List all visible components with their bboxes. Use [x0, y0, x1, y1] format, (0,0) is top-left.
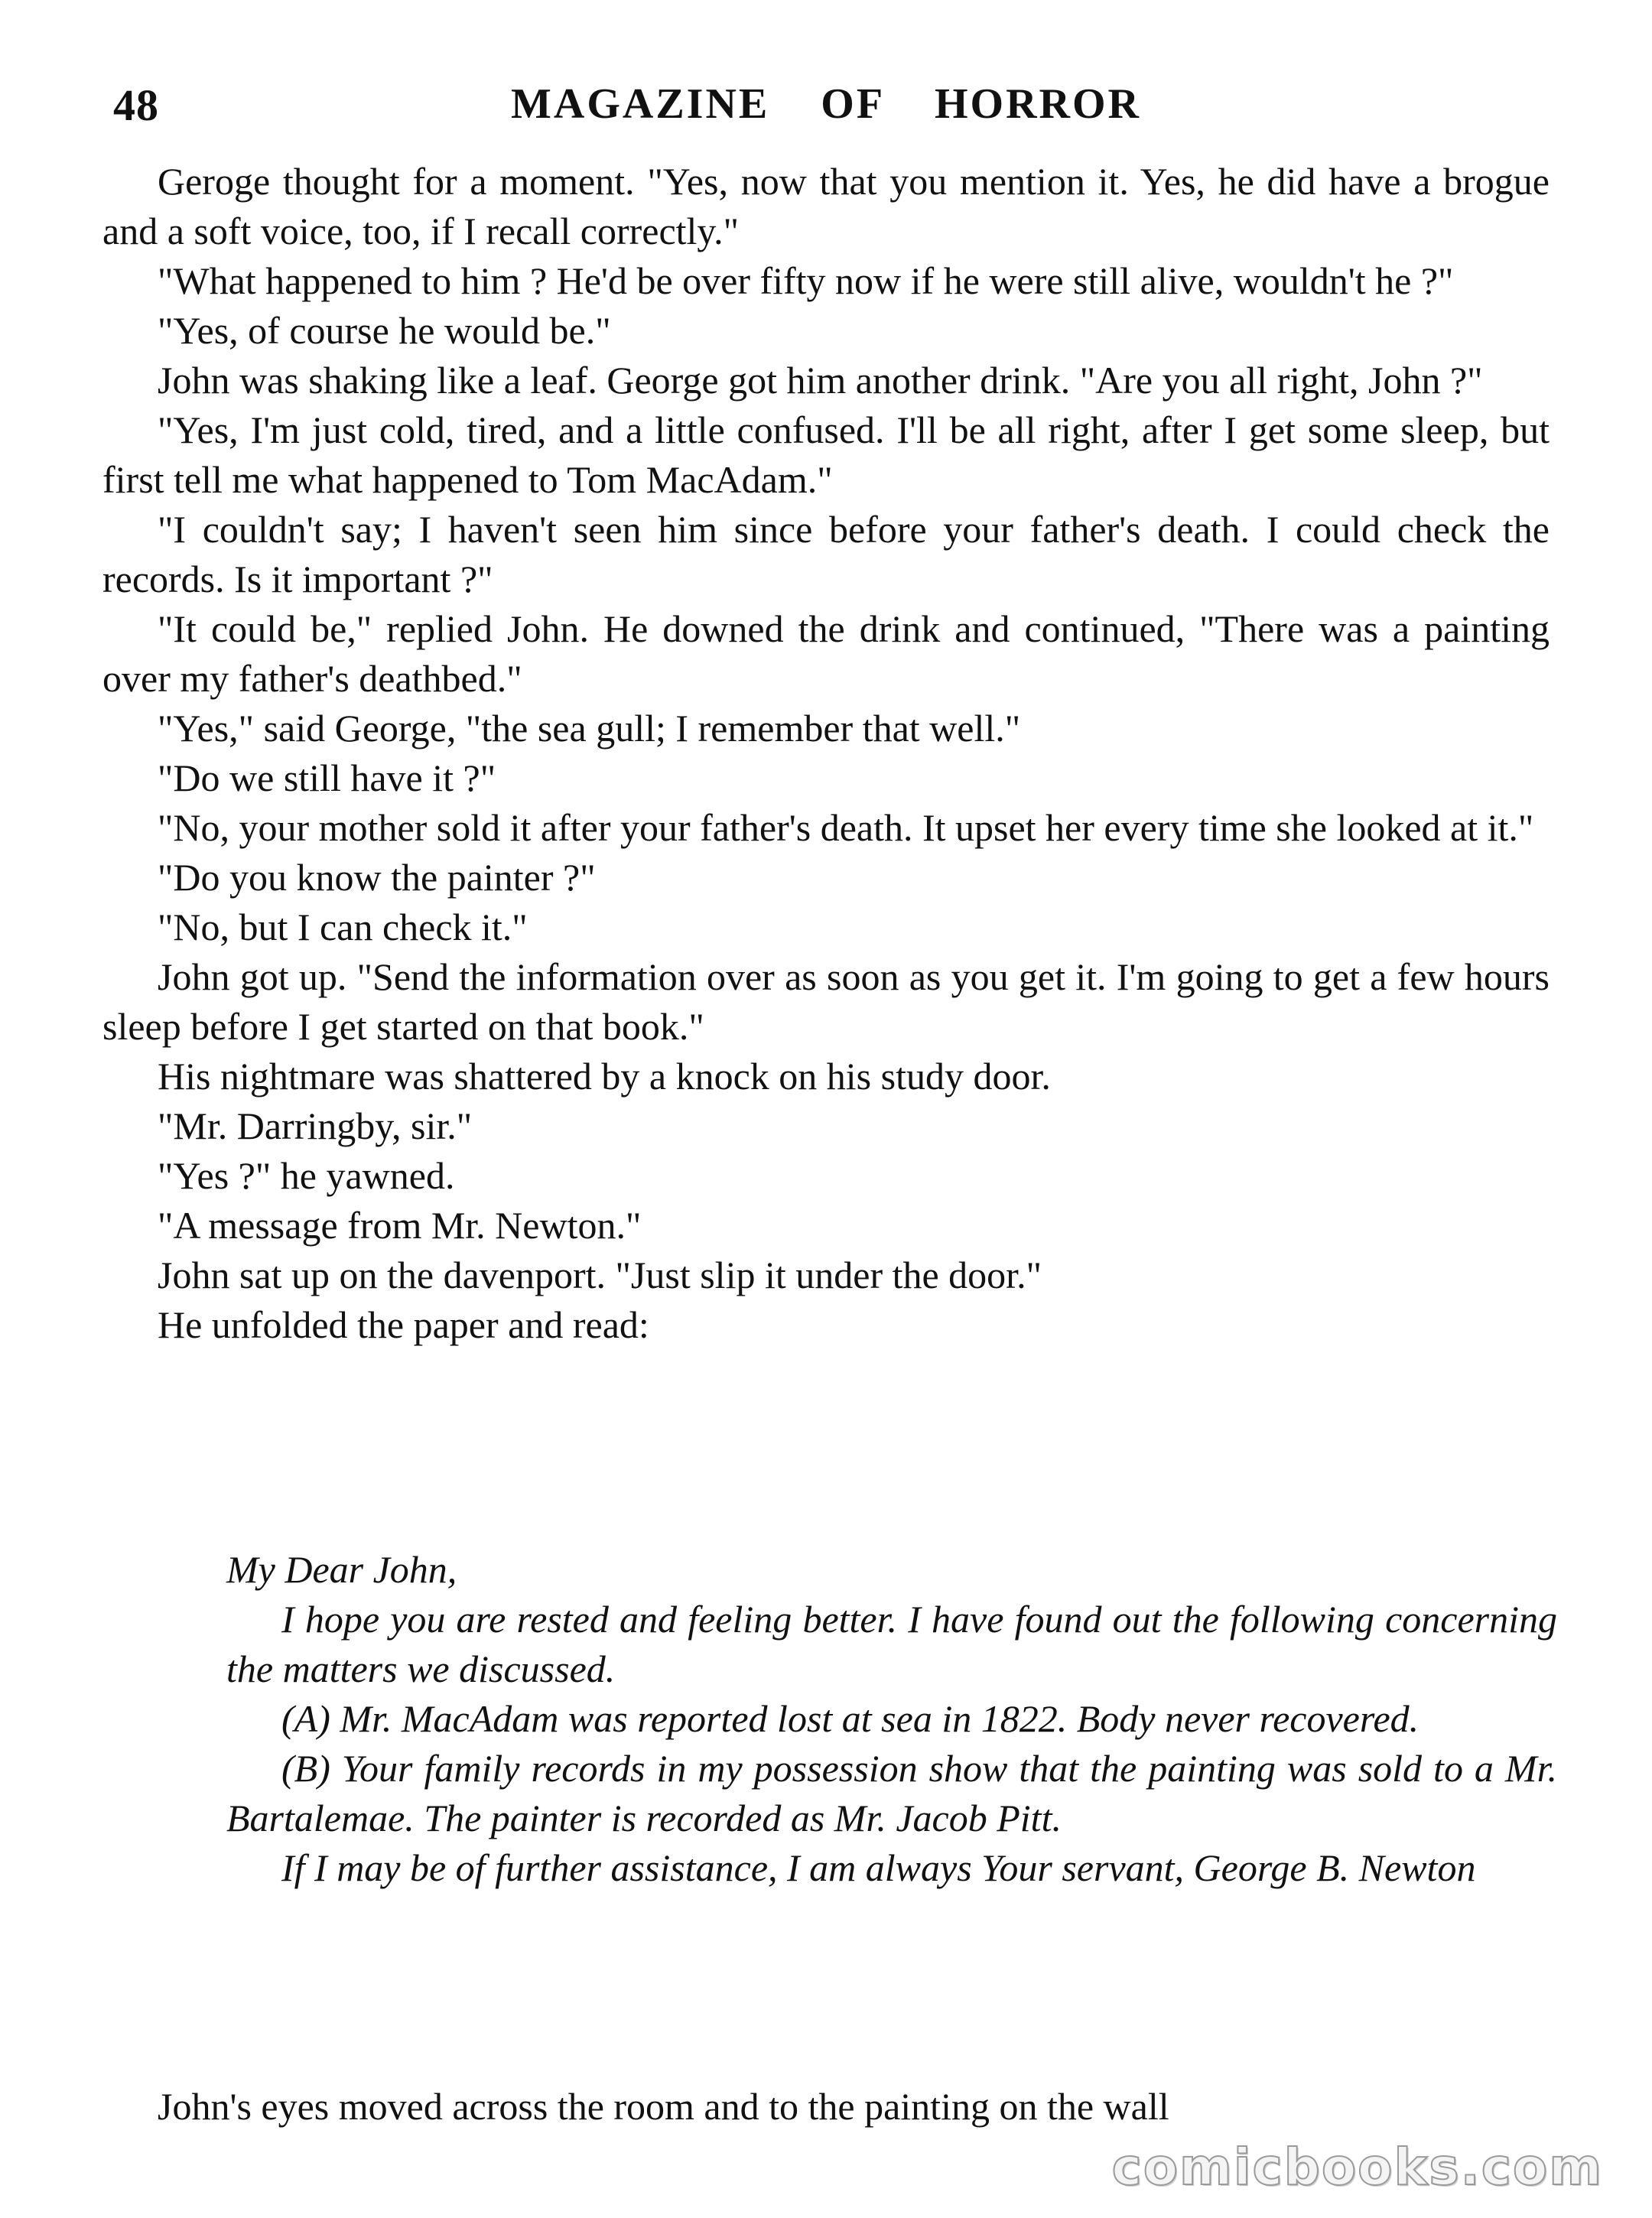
letter-paragraph: (A) Mr. MacAdam was reported lost at sea in 1822. Body never recovered.: [281, 1697, 1419, 1740]
letter-signoff: If I may be of further assistance, I am always Your servant, George B. Newton: [281, 1846, 1476, 1889]
paragraph: "Mr. Darringby, sir.": [158, 1104, 473, 1147]
paragraph: "Do you know the painter ?": [158, 856, 596, 899]
paragraph: His nightmare was shattered by a knock on his study door.: [158, 1055, 1051, 1098]
paragraph: John got up. "Send the information over as soon as you get it. I'm going to get a few hours sleep before I get started on that book.": [102, 955, 1550, 1048]
paragraph: John was shaking like a leaf. George got him another drink. "Are you all right, John ?": [158, 359, 1483, 402]
paragraph: "It could be," replied John. He downed the drink and continued, "There was a painting over my father's deathbed.": [102, 607, 1550, 700]
paragraph: "Yes," said George, "the sea gull; I remember that well.": [158, 707, 1021, 750]
paragraph: Geroge thought for a moment. "Yes, now that you mention it. Yes, he did have a brogue and a soft voice, too, if I recall correctly.": [102, 160, 1550, 252]
letter-salutation: My Dear John,: [226, 1548, 457, 1591]
paragraph: He unfolded the paper and read:: [158, 1303, 649, 1346]
page-number: 48: [113, 80, 159, 130]
paragraph: "Yes ?" he yawned.: [158, 1154, 455, 1197]
paragraph: "Do we still have it ?": [158, 756, 496, 799]
paragraph: "I couldn't say; I haven't seen him since before your father's death. I could check the records. Is it important ?": [102, 508, 1550, 600]
paragraph: "Yes, of course he would be.": [158, 309, 611, 352]
page-header: [0, 80, 1652, 133]
paragraph: "Yes, I'm just cold, tired, and a little confused. I'll be all right, after I get some sleep, but first tell me what happened to Tom MacAdam.": [102, 408, 1550, 501]
letter-paragraph: I hope you are rested and feeling better. I have found out the following concerning the matters we discussed.: [226, 1598, 1557, 1690]
running-title: MAGAZINE OF HORROR: [511, 80, 1141, 128]
paragraph: "No, but I can check it.": [158, 906, 528, 948]
closing-block: [102, 2082, 1550, 2132]
paragraph: "No, your mother sold it after your father's death. It upset her every time she looked at it.": [158, 806, 1534, 849]
letter-paragraph: (B) Your family records in my possession show that the painting was sold to a Mr. Bartalemae. The painter is recorded as Mr. Jacob Pitt.: [226, 1747, 1557, 1839]
paragraph: "What happened to him ? He'd be over fifty now if he were still alive, wouldn't he ?": [158, 259, 1454, 302]
closing-paragraph: John's eyes moved across the room and to the painting on the wall: [158, 2085, 1169, 2128]
paragraph: "A message from Mr. Newton.": [158, 1204, 642, 1247]
letter-block: [226, 1545, 1557, 1893]
story-body: [102, 157, 1550, 1350]
paragraph: John sat up on the davenport. "Just slip it under the door.": [158, 1254, 1042, 1296]
watermark: comicbooks.com: [1111, 2138, 1603, 2197]
